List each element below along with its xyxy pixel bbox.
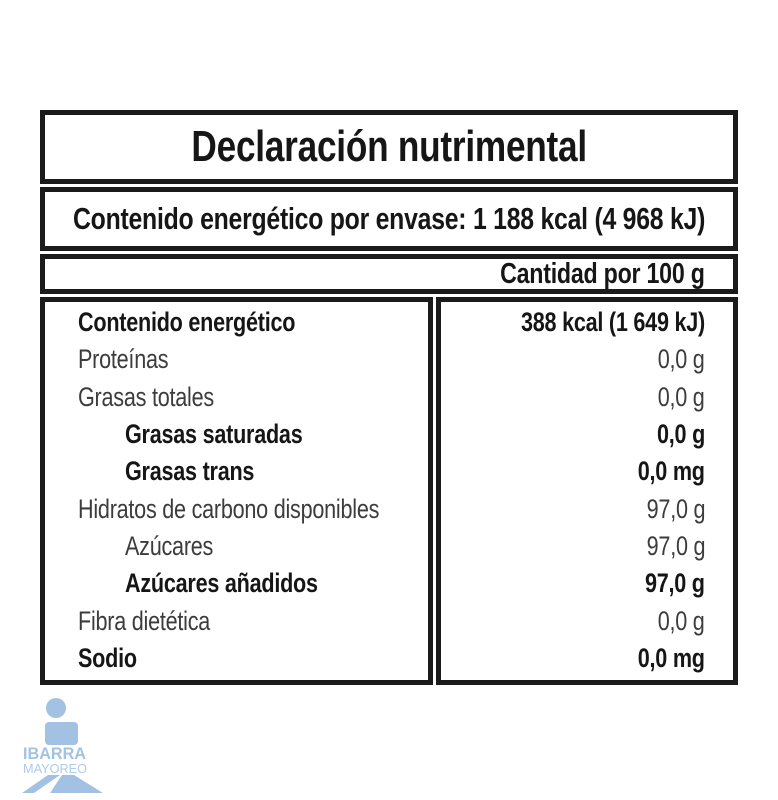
quantity-per-100g-header: Cantidad por 100 g xyxy=(500,257,705,290)
nutrient-value: 0,0 mg xyxy=(638,456,705,487)
nutrient-names-column xyxy=(40,297,433,685)
nutrient-value-row xyxy=(441,528,733,565)
nutrient-name-row xyxy=(45,490,428,527)
person-logo-icon xyxy=(18,692,130,796)
nutrient-value-row xyxy=(441,379,733,416)
quantity-header-box xyxy=(40,254,738,294)
nutrient-name-row xyxy=(45,640,428,677)
watermark-brand-name: IBARRA xyxy=(23,744,86,763)
nutrient-name: Grasas saturadas xyxy=(125,419,303,450)
nutrient-name-row xyxy=(45,602,428,639)
nutrient-value: 0,0 g xyxy=(658,381,705,412)
nutrient-value-row xyxy=(441,416,733,453)
nutrient-value: 0,0 g xyxy=(658,344,705,375)
nutrient-value-row xyxy=(441,565,733,602)
ibarra-mayoreo-watermark xyxy=(18,692,130,796)
nutrient-name: Proteínas xyxy=(78,344,169,375)
nutrient-value-row xyxy=(441,453,733,490)
nutrient-value-row xyxy=(441,304,733,341)
nutrient-name-row xyxy=(45,379,428,416)
nutrient-value: 0,0 g xyxy=(658,605,705,636)
nutrient-value: 97,0 g xyxy=(646,493,705,524)
nutrient-name-row xyxy=(45,416,428,453)
label-title: Declaración nutrimental xyxy=(191,122,587,171)
logo-head-circle xyxy=(46,698,66,718)
nutrient-value: 97,0 g xyxy=(645,568,705,599)
nutrient-name: Grasas totales xyxy=(78,381,214,412)
nutrient-name: Azúcares añadidos xyxy=(125,568,318,599)
nutrient-name-row xyxy=(45,565,428,602)
nutrient-name: Fibra dietética xyxy=(78,605,211,636)
nutrient-name: Contenido energético xyxy=(78,307,296,338)
nutrient-name: Azúcares xyxy=(125,530,214,561)
nutrient-name-row xyxy=(45,528,428,565)
nutrient-value: 97,0 g xyxy=(646,530,705,561)
label-title-box xyxy=(40,110,738,184)
nutrient-name: Grasas trans xyxy=(125,456,255,487)
nutrient-value: 0,0 g xyxy=(656,419,705,450)
nutrient-name-row xyxy=(45,304,428,341)
per-package-energy-box xyxy=(40,187,738,251)
nutrient-name-row xyxy=(45,453,428,490)
nutrient-value-row xyxy=(441,640,733,677)
nutrient-value-row xyxy=(441,341,733,378)
logo-right-leg-shape xyxy=(50,775,103,793)
watermark-brand-subtitle: MAYOREO xyxy=(23,761,87,776)
nutrient-values-column xyxy=(436,297,738,685)
nutrient-name: Hidratos de carbono disponibles xyxy=(78,493,380,524)
nutrient-value: 0,0 mg xyxy=(638,642,705,673)
nutrient-name: Sodio xyxy=(78,642,137,673)
nutrient-value: 388 kcal (1 649 kJ) xyxy=(521,307,705,338)
logo-body-square xyxy=(45,722,78,745)
nutrient-name-row xyxy=(45,341,428,378)
nutrient-value-row xyxy=(441,602,733,639)
per-package-energy-text: Contenido energético por envase: 1 188 kcal (4 968 kJ) xyxy=(73,201,706,236)
nutrient-value-row xyxy=(441,490,733,527)
